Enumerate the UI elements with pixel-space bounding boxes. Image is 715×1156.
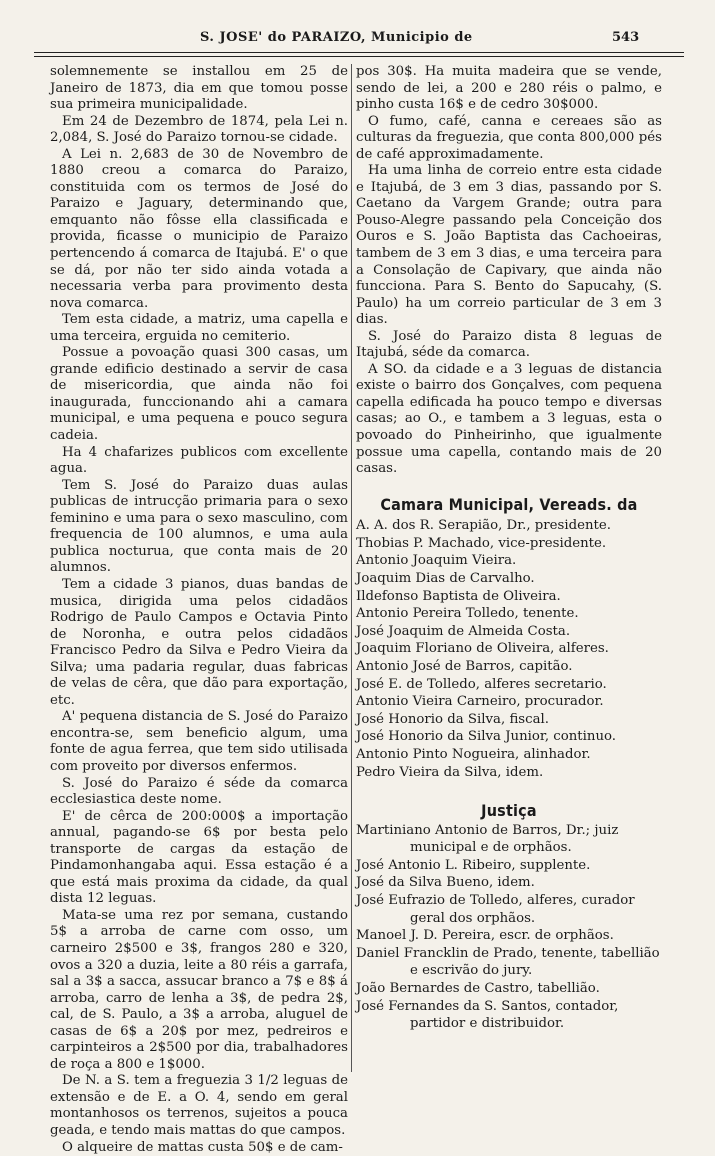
header-rule [34,52,684,53]
paragraph: Ha uma linha de correio entre esta cidade e Itajubá, de 3 em 3 dias, passando por S. Caetano da Vargem Grande; outra para Pouso-Alegre passando pela Conceição dos Ouros e S. João Baptista das Cachoeiras, tambem de 3 em 3 dias, e uma terceira para a Consolação de Capivary, que ainda não funcciona. Para S. Bento do Sapucahy, (S. Paulo) ha um correio particular de 3 em 3 dias. [356,163,662,328]
page-header [0,26,715,50]
camara-heading: Camara Municipal, Vereads. da [380,494,638,514]
justica-member: José Eufrazio de Tolledo, alferes, curador geral dos orphãos. [356,893,635,926]
justica-member: José Antonio L. Ribeiro, supplente. [356,857,591,873]
camara-list [356,517,662,781]
camara-member: Antonio Joaquim Vieira. [356,553,517,569]
justica-member: Manoel J. D. Pereira, escr. de orphãos. [356,928,614,944]
paragraph: S. José do Paraizo dista 8 leguas de Itajubá, séde da comarca. [356,328,662,361]
justica-member: José da Silva Bueno, idem. [356,875,535,891]
justica-member: José Fernandes da S. Santos, contador, partidor e distribuidor. [356,998,619,1032]
camara-member: Antonio Pereira Tolledo, tenente. [356,606,579,622]
camara-member: José E. de Tolledo, alferes secretario. [356,676,607,692]
paragraph: solemnemente se installou em 25 de Janeiro de 1873, dia em que tomou posse sua primeira municipalidade. [50,64,348,113]
header-rule-thin [34,56,684,57]
justica-heading: Justiça [481,801,537,821]
camara-member: José Honorio da Silva, fiscal. [356,711,549,727]
camara-member: Joaquim Floriano de Oliveira, alferes. [356,641,609,657]
paragraph: Tem esta cidade, a matriz, uma capella e uma terceira, erguida no cemiterio. [50,312,348,344]
paragraph: E' de cêrca de 200:000$ a importação annual, pagando-se 6$ por besta pelo transporte de cargas da estação de Pindamonhangaba aqui. Essa estação é a que está mais proxima da cidade, da qual dista 12 leguas. [50,808,348,907]
column-divider [351,64,352,1072]
justica-list [356,822,662,1033]
paragraph: Ha 4 chafarizes publicos com excellente agua. [50,444,348,477]
paragraph: S. José do Paraizo é séde da comarca ecclesiastica deste nome. [50,775,348,808]
camara-member: Ildefonso Baptista de Oliveira. [356,588,561,604]
camara-member: Pedro Vieira da Silva, idem. [356,764,544,780]
camara-member: A. A. dos R. Serapião, Dr., presidente. [356,518,611,534]
paragraph: Em 24 de Dezembro de 1874, pela Lei n. 2,084, S. José do Paraizo tornou-se cidade. [50,113,348,146]
paragraph: A Lei n. 2,683 de 30 de Novembro de 1880 creou a comarca do Paraizo, constituida com os termos de José do Paraizo e Jaguary, determinando que, emquanto não fôsse ella classificada e provida, ficasse o municipio de Paraizo pertencendo á comarca de Itajubá. E' o que se dá, por não ter sido ainda votada a necessaria verba para provimento desta nova comarca. [50,146,348,311]
camara-member: Antonio José de Barros, capitão. [356,658,573,674]
justica-member: Daniel Francklin de Prado, tenente, tabellião e escrivão do jury. [356,945,660,979]
paragraph: Tem a cidade 3 pianos, duas bandas de musica, dirigida uma pelos cidadãos Rodrigo de Paulo Campos e Octavia Pinto de Noronha, e outra pelos cidadãos Francisco Pedro da Silva e Pedro Vieira da Silva; uma padaria regular, duas fabricas de velas de cêra, que dão para exportação, etc. [50,576,348,708]
paragraph: pos 30$. Ha muita madeira que se vende, sendo de lei, a 200 e 280 réis o palmo, e pinho custa 16$ e de cedro 30$000. [356,64,662,113]
paragraph: De N. a S. tem a freguezia 3 1/2 leguas de extensão e de E. a O. 4, sendo em geral montanhosos os terrenos, sujeitos a pouca geada, e tendo mais mattas do que campos. [50,1073,348,1138]
running-title: S. JOSE' do PARAIZO, Municipio de [200,30,473,45]
camara-member: José Joaquim de Almeida Costa. [356,623,571,639]
justica-member: Martiniano Antonio de Barros, Dr.; juiz municipal e de orphãos. [356,822,619,856]
left-column [50,64,348,1156]
page-number: 543 [612,30,640,45]
paragraph: Possue a povoação quasi 300 casas, um grande edificio destinado a servir de casa de misericordia, que ainda não foi inaugurada, funccionando ahi a camara municipal, e uma pequena e pouco segura cadeia. [50,345,348,444]
camara-member: José Honorio da Silva Junior, continuo. [356,729,617,745]
paragraph: Mata-se uma rez por semana, custando 5$ a arroba de carne com osso, um carneiro 2$500 e 3$, frangos 280 e 320, ovos a 320 a duzia, leite a 80 réis a garrafa, sal a 3$ a sacca, assucar branco a 7$ e 8$ á arroba, carro de lenha a 3$, de pedra 2$, cal, de S. Paulo, a 3$ a arroba, aluguel de casas de 6$ a 20$ por mez, pedreiros e carpinteiros a 2$500 por dia, trabalhadores de roça a 800 e 1$000. [50,907,348,1072]
camara-member: Thobias P. Machado, vice-presidente. [356,535,607,551]
camara-member: Antonio Vieira Carneiro, procurador. [356,694,604,710]
paragraph: O fumo, café, canna e cereaes são as culturas da freguezia, que conta 800,000 pés de café approximadamente. [356,113,662,162]
right-column [356,64,662,1033]
paragraph: O alqueire de mattas custa 50$ e de cam- [62,1139,343,1155]
camara-member: Antonio Pinto Nogueira, alinhador. [356,746,591,762]
justica-member: João Bernardes de Castro, tabellião. [356,981,600,997]
paragraph: Tem S. José do Paraizo duas aulas publicas de intrucção primaria para o sexo feminino e uma para o sexo masculino, com frequencia de 100 alumnos, e uma aula publica nocturua, que conta mais de 20 alumnos. [50,477,348,576]
paragraph: A SO. da cidade e a 3 leguas de distancia existe o bairro dos Gonçalves, com pequena capella edificada ha pouco tempo e diversas casas; ao O., e tambem a 3 leguas, esta o povoado do Pinheirinho, que igualmente possue uma capella, contando mais de 20 casas. [356,361,662,477]
paragraph: A' pequena distancia de S. José do Paraizo encontra-se, sem beneficio algum, uma fonte de agua ferrea, que tem sido utilisada com proveito por diversos enfermos. [50,709,348,774]
camara-member: Joaquim Dias de Carvalho. [356,571,535,586]
